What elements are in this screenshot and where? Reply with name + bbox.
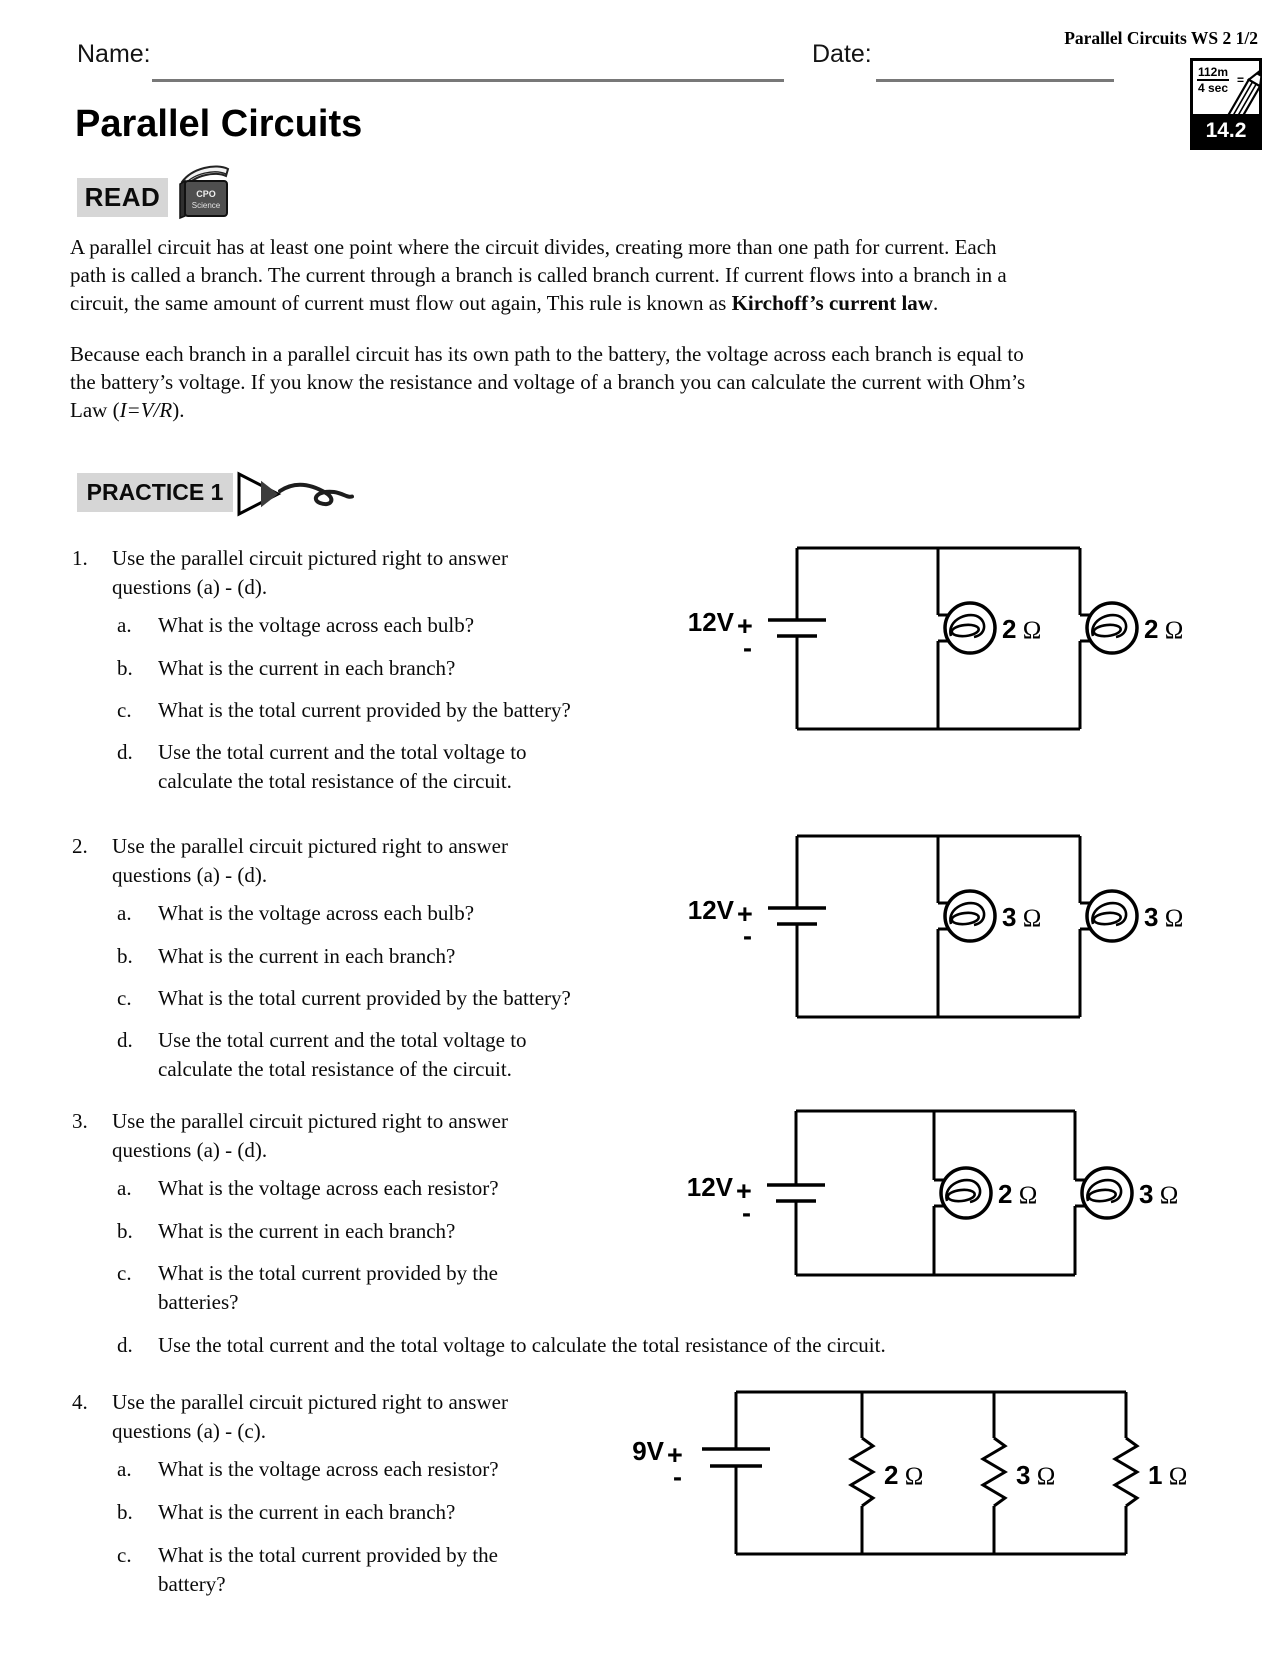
question-item-line: What is the voltage across each resistor? [158, 1176, 499, 1200]
paragraph-line: the battery’s voltage. If you know the resistance and voltage of a branch you can calculate the current with Ohm’s [70, 370, 1026, 394]
question-item-line: What is the total current provided by the battery? [158, 986, 571, 1010]
load-label: 3 Ω [1139, 1179, 1179, 1209]
question-item-letter: c. [117, 986, 132, 1010]
battery-symbol [702, 1392, 770, 1554]
question-item-letter: c. [117, 698, 132, 722]
question-item-letter: b. [117, 1219, 133, 1243]
book-icon [170, 160, 232, 220]
question-number: 4. [72, 1390, 88, 1414]
battery-plus-sign: + [667, 1440, 683, 1470]
question-prompt-line: Use the parallel circuit pictured right to answer [112, 1109, 508, 1133]
question-item-line: What is the current in each branch? [158, 656, 456, 680]
load-label: 2 Ω [1002, 614, 1042, 644]
battery-symbol [767, 1111, 825, 1275]
battery-plus-sign: + [736, 1176, 752, 1206]
load-label: 3 Ω [1002, 902, 1042, 932]
resistor-icon [1115, 1438, 1137, 1506]
question-item-letter: a. [117, 1176, 132, 1200]
question-item-letter: d. [117, 740, 133, 764]
battery-minus-sign: - [673, 1462, 682, 1492]
question-number: 2. [72, 834, 88, 858]
question-item-letter: c. [117, 1543, 132, 1567]
name-blank-line [152, 79, 784, 82]
question-prompt-line: questions (a) - (d). [112, 863, 268, 887]
name-label: Name: [77, 40, 151, 68]
question-item-letter: b. [117, 1500, 133, 1524]
load-label: 2 Ω [1144, 614, 1184, 644]
resistor-icon [983, 1438, 1005, 1506]
question-item-line: What is the total current provided by the [158, 1261, 498, 1285]
question-item-line: What is the current in each branch? [158, 944, 456, 968]
battery-symbol [768, 836, 826, 1017]
book-title-line2: Science [191, 201, 221, 210]
question-item-letter: a. [117, 901, 132, 925]
worksheet-label: Parallel Circuits WS 2 1/2 [1064, 28, 1258, 48]
load-label: 2 Ω [998, 1179, 1038, 1209]
bulb-icon [1082, 1168, 1132, 1218]
question-item-line: What is the voltage across each bulb? [158, 901, 475, 925]
bulb-icon [945, 603, 995, 653]
question-item-line: Use the total current and the total voltage to [158, 1028, 527, 1052]
circuit-diagram [600, 520, 1260, 750]
battery-voltage-label: 12V [687, 607, 734, 637]
battery-minus-sign: - [743, 921, 752, 951]
question-prompt-line: Use the parallel circuit pictured right to answer [112, 834, 508, 858]
question-prompt-line: questions (a) - (c). [112, 1419, 266, 1443]
battery-symbol [768, 548, 826, 729]
resistor-icon [851, 1438, 873, 1506]
section-logo [1190, 58, 1262, 150]
logo-fraction [1197, 65, 1229, 95]
paragraph-line: Law (I=V/R). [70, 398, 185, 422]
paragraph-line: circuit, the same amount of current must flow out again, This rule is known as Kirchoff’s current law. [70, 291, 939, 315]
battery-minus-sign: - [742, 1198, 751, 1228]
section-number-badge: 14.2 [1193, 114, 1259, 147]
intro-paragraph [70, 233, 1007, 317]
bulb-icon [941, 1168, 991, 1218]
load-label: 3 Ω [1144, 902, 1184, 932]
logo-fraction-denominator: 4 sec [1198, 81, 1229, 95]
paragraph-line: path is called a branch. The current through a branch is called branch current. If current flows into a branch in a [70, 263, 1007, 287]
bulb-icon [1087, 603, 1137, 653]
page-title: Parallel Circuits [75, 103, 363, 145]
question-item-letter: a. [117, 1457, 132, 1481]
date-label: Date: [812, 40, 872, 68]
logo-fraction-numerator: 112m [1198, 65, 1229, 79]
question-item-letter: a. [117, 613, 132, 637]
battery-voltage-label: 12V [687, 895, 734, 925]
question-item-line: calculate the total resistance of the circuit. [158, 769, 512, 793]
load-label: 3 Ω [1016, 1460, 1056, 1490]
question-prompt-line: Use the parallel circuit pictured right to answer [112, 1390, 508, 1414]
question-number: 1. [72, 546, 88, 570]
battery-voltage-label: 9V [632, 1436, 664, 1466]
logo-equals: = [1237, 73, 1245, 87]
question-prompt-line: Use the parallel circuit pictured right to answer [112, 546, 508, 570]
question-item-line: What is the total current provided by the battery? [158, 698, 571, 722]
read-badge: READ [77, 178, 168, 217]
circuit-diagram [600, 1083, 1260, 1313]
load-label: 1 Ω [1148, 1460, 1188, 1490]
practice-arrow-icon [236, 470, 386, 518]
battery-plus-sign: + [737, 899, 753, 929]
load-label: 2 Ω [884, 1460, 924, 1490]
bulb-icon [945, 891, 995, 941]
circuit-diagram [580, 1370, 1280, 1570]
question-item-line: Use the total current and the total voltage to [158, 740, 527, 764]
question-item-letter: b. [117, 944, 133, 968]
question-item-letter: c. [117, 1261, 132, 1285]
question-prompt-line: questions (a) - (d). [112, 1138, 268, 1162]
question-item-line: Use the total current and the total voltage to calculate the total resistance of the circuit. [158, 1333, 886, 1357]
question-item-letter: b. [117, 656, 133, 680]
date-blank-line [876, 79, 1114, 82]
question-item-letter: d. [117, 1333, 133, 1357]
question-item-letter: d. [117, 1028, 133, 1052]
battery-plus-sign: + [737, 611, 753, 641]
book-title-line1: CPO [196, 189, 216, 199]
paragraph-line: A parallel circuit has at least one point where the circuit divides, creating more than one path for current. Each [70, 235, 997, 259]
question-number: 3. [72, 1109, 88, 1133]
question-item-line: battery? [158, 1572, 226, 1596]
question-item-line: calculate the total resistance of the circuit. [158, 1057, 512, 1081]
question-item-line: What is the current in each branch? [158, 1500, 456, 1524]
battery-voltage-label: 12V [686, 1172, 733, 1202]
question-item-line: What is the voltage across each resistor? [158, 1457, 499, 1481]
question-item-line: What is the total current provided by the [158, 1543, 498, 1567]
battery-minus-sign: - [743, 633, 752, 663]
intro-paragraph [70, 340, 1025, 424]
question-item-line: What is the voltage across each bulb? [158, 613, 475, 637]
paragraph-line: Because each branch in a parallel circuit has its own path to the battery, the voltage across each branch is equal to [70, 342, 1024, 366]
bulb-icon [1087, 891, 1137, 941]
question-prompt-line: questions (a) - (d). [112, 575, 268, 599]
question-item-line: What is the current in each branch? [158, 1219, 456, 1243]
circuit-diagram [600, 808, 1260, 1038]
practice-badge: PRACTICE 1 [77, 473, 233, 512]
question-item-line: batteries? [158, 1290, 239, 1314]
